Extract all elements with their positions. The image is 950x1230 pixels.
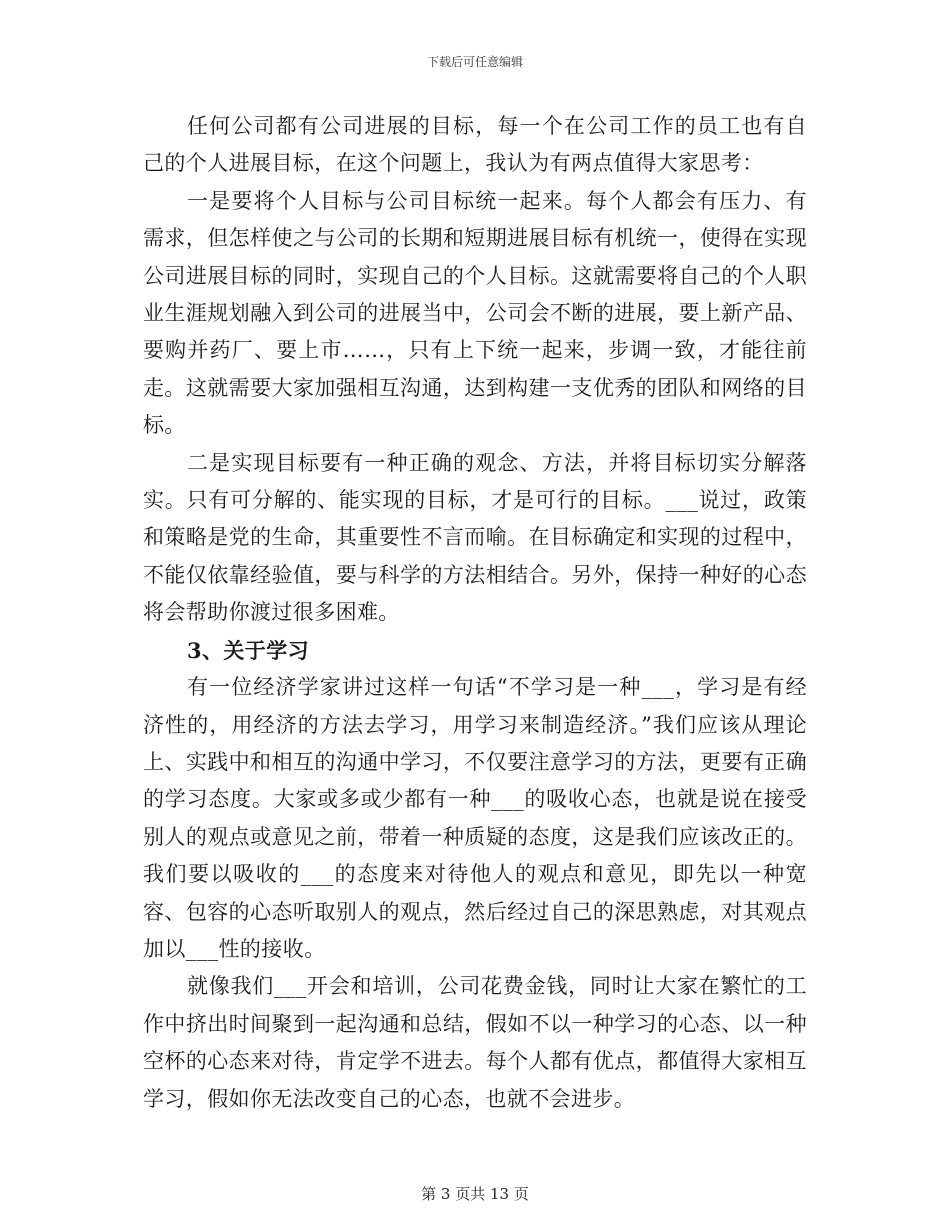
paragraph-1: 任何公司都有公司进展的目标，每一个在公司工作的员工也有自己的个人进展目标，在这个问题上，我认为有两点值得大家思考： xyxy=(143,114,807,176)
section-heading: 3、关于学习 xyxy=(187,637,310,663)
page-header-note: 下载后可任意编辑 xyxy=(426,55,523,69)
paragraph-3: 二是实现目标要有一种正确的观念、方法，并将目标切实分解落实。只有可分解的、能实现的目标，才是可行的目标。___说过，政策和策略是党的生命，其重要性不言而喻。在目标确定和实现的过程中，不能仅依靠经验值，要与科学的方法相结合。另外，保持一种好的心态将会帮助你渡过很多困难。 xyxy=(143,450,807,625)
paragraph-5: 就像我们___开会和培训，公司花费金钱，同时让大家在繁忙的工作中挤出时间聚到一起沟通和总结，假如不以一种学习的心态、以一种空杯的心态来对待，肯定学不进去。每个人都有优点，都值得大家相互学习，假如你无法改变自己的心态，也就不会进步。 xyxy=(143,974,807,1111)
paragraph-4: 有一位经济学家讲过这样一句话“不学习是一种___，学习是有经济性的，用经济的方法去学习，用学习来制造经济。”我们应该从理论上、实践中和相互的沟通中学习，不仅要注意学习的方法，更要有正确的学习态度。大家或多或少都有一种___的吸收心态，也就是说在接受别人的观点或意见之前，带着一种质疑的态度，这是我们应该改正的。我们要以吸收的___的态度来对待他人的观点和意见，即先以一种宽容、包容的心态听取别人的观点，然后经过自己的深思熟虑，对其观点加以___性的接收。 xyxy=(143,675,807,961)
page-number: 第 3 页共 13 页 xyxy=(421,1185,529,1203)
document-body xyxy=(143,108,807,1118)
paragraph-2: 一是要将个人目标与公司目标统一起来。每个人都会有压力、有需求，但怎样使之与公司的长期和短期进展目标有机统一，使得在实现公司进展目标的同时，实现自己的个人目标。这就需要将自己的个人职业生涯规划融入到公司的进展当中，公司会不断的进展，要上新产品、要购并药厂、要上市……，只有上下统一起来，步调一致，才能往前走。这就需要大家加强相互沟通，达到构建一支优秀的团队和网络的目标。 xyxy=(143,188,807,438)
